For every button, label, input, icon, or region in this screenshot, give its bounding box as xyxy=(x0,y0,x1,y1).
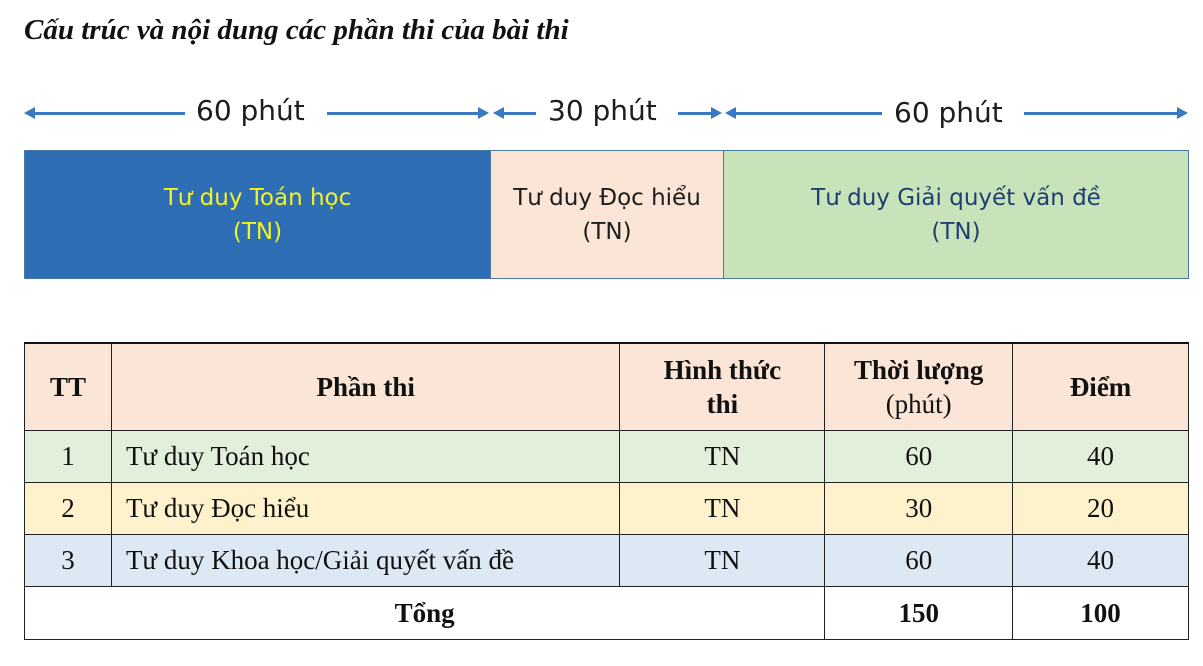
segment-2-duration-label: 30 phút xyxy=(548,94,657,127)
cell-format: TN xyxy=(620,483,825,535)
section-problem-solving xyxy=(724,151,1188,278)
cell-format: TN xyxy=(620,431,825,483)
cell-part: Tư duy Đọc hiểu xyxy=(111,483,620,535)
cell-duration: 60 xyxy=(825,431,1013,483)
cell-score: 40 xyxy=(1013,431,1189,483)
timeline-arrow-line xyxy=(327,112,479,115)
cell-part: Tư duy Khoa học/Giải quyết vấn đề xyxy=(111,535,620,587)
cell-score: 40 xyxy=(1013,535,1189,587)
timeline-arrow-line xyxy=(1024,112,1178,115)
cell-score: 20 xyxy=(1013,483,1189,535)
timeline-arrow-line xyxy=(33,112,185,115)
header-tt: TT xyxy=(25,343,112,431)
table-row xyxy=(25,431,1189,483)
time-timeline xyxy=(0,88,1203,138)
timeline-arrow-line xyxy=(734,112,882,115)
table-total-row xyxy=(25,587,1189,640)
section-reading-name: Tư duy Đọc hiểu xyxy=(513,184,701,211)
exam-section-bar xyxy=(24,150,1189,279)
header-format xyxy=(620,343,825,431)
section-problem-type: (TN) xyxy=(931,218,981,245)
section-math-name: Tư duy Toán học xyxy=(163,184,352,211)
arrow-right-icon xyxy=(478,107,489,119)
header-part: Phần thi xyxy=(111,343,620,431)
table-row xyxy=(25,483,1189,535)
header-format-line1: Hình thức xyxy=(663,355,782,385)
header-format-line2: thi xyxy=(706,389,739,419)
section-math-type: (TN) xyxy=(232,218,283,245)
cell-tt: 1 xyxy=(25,431,112,483)
total-duration: 150 xyxy=(825,587,1013,640)
table-row xyxy=(25,535,1189,587)
cell-part: Tư duy Toán học xyxy=(111,431,620,483)
cell-format: TN xyxy=(620,535,825,587)
total-score: 100 xyxy=(1013,587,1189,640)
header-duration xyxy=(825,343,1013,431)
exam-structure-table xyxy=(24,342,1189,640)
segment-3-duration-label: 60 phút xyxy=(894,96,1003,129)
total-label: Tổng xyxy=(25,587,825,640)
cell-tt: 3 xyxy=(25,535,112,587)
table-header-row xyxy=(25,343,1189,431)
header-score: Điểm xyxy=(1013,343,1189,431)
section-reading xyxy=(491,151,724,278)
cell-duration: 60 xyxy=(825,535,1013,587)
section-problem-name: Tư duy Giải quyết vấn đề xyxy=(811,184,1101,211)
page-title: Cấu trúc và nội dung các phần thi của bài thi xyxy=(24,14,569,46)
header-duration-line1: Thời lượng xyxy=(853,355,984,385)
timeline-arrow-line xyxy=(678,112,712,115)
section-math xyxy=(25,151,491,278)
cell-duration: 30 xyxy=(825,483,1013,535)
arrow-right-icon xyxy=(1177,107,1188,119)
header-duration-line2: (phút) xyxy=(885,389,952,419)
section-reading-type: (TN) xyxy=(582,218,632,245)
timeline-arrow-line xyxy=(502,112,536,115)
segment-1-duration-label: 60 phút xyxy=(196,94,305,127)
cell-tt: 2 xyxy=(25,483,112,535)
arrow-right-icon xyxy=(711,107,722,119)
